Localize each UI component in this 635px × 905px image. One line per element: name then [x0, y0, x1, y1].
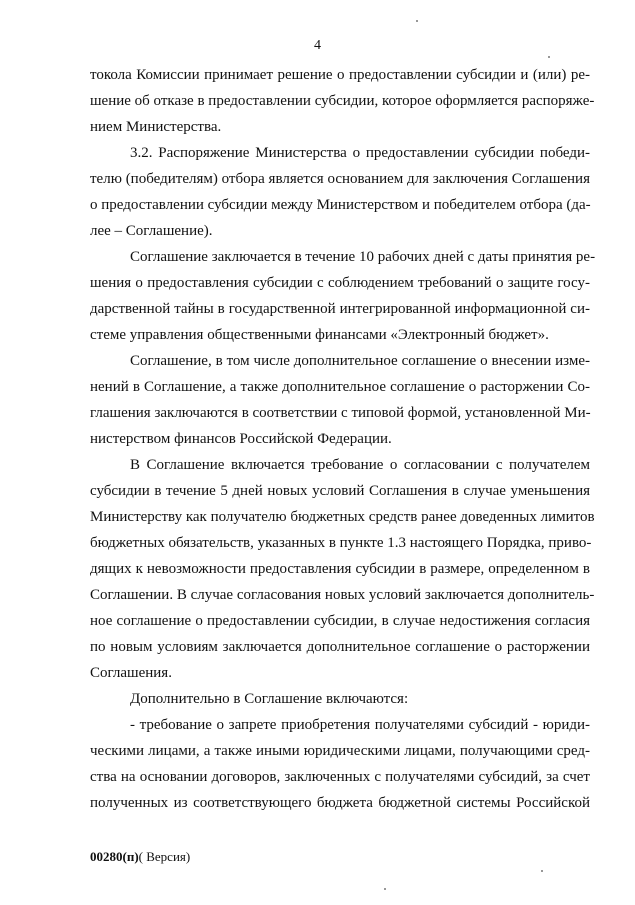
document-code: 00280(п) [90, 849, 139, 864]
page-number: 4 [314, 38, 321, 53]
text-line: 3.2. Распоряжение Министерства о предоставлении субсидии победи- [130, 145, 590, 161]
scan-speck [541, 870, 543, 872]
text-line: дящих к невозможности предоставления субсидии в размере, определенном в [90, 561, 590, 577]
text-line: стеме управления общественными финансами «Электронный бюджет». [90, 327, 549, 343]
text-line: - требование о запрете приобретения получателями субсидий - юриди- [130, 717, 590, 733]
text-line: полученных из соответствующего бюджета бюджетной системы Российской [90, 795, 590, 811]
text-line: нием Министерства. [90, 119, 222, 135]
text-line: Дополнительно в Соглашение включаются: [130, 691, 409, 707]
text-line: глашения заключаются в соответствии с типовой формой, установленной Ми- [90, 405, 591, 421]
scan-speck [384, 888, 386, 890]
text-line: токола Комиссии принимает решение о предоставлении субсидии и (или) ре- [90, 67, 590, 83]
scan-speck [548, 56, 550, 58]
text-line: по новым условиям заключается дополнительное соглашение о расторжении [90, 639, 590, 655]
text-line: ное соглашение о предоставлении субсидии, в случае недостижения согласия [90, 613, 590, 629]
text-line: Соглашение заключается в течение 10 рабочих дней с даты принятия ре- [130, 249, 596, 265]
scan-speck [416, 20, 418, 22]
text-line: Соглашения. [90, 665, 172, 681]
text-line: В Соглашение включается требование о согласовании с получателем [130, 457, 590, 473]
text-line: Соглашении. В случае согласования новых условий заключается дополнитель- [90, 587, 595, 603]
text-line: нений в Соглашение, а также дополнительное соглашение о расторжении Со- [90, 379, 590, 395]
text-line: дарственной тайны в государственной интегрированной информационной си- [90, 301, 590, 317]
text-line: Министерству как получателю бюджетных средств ранее доведенных лимитов [90, 509, 595, 525]
text-line: шения о предоставления субсидии с соблюдением требований о защите госу- [90, 275, 590, 291]
text-line: лее – Соглашение). [90, 223, 213, 239]
text-line: телю (победителям) отбора является основанием для заключения Соглашения [90, 171, 590, 187]
text-line: ческими лицами, а также иными юридическими лицами, получающими сред- [90, 743, 590, 759]
text-line: шение об отказе в предоставлении субсидии, которое оформляется распоряже- [90, 93, 595, 109]
document-version-label: ( Версия) [138, 849, 191, 864]
text-line: бюджетных обязательств, указанных в пункте 1.3 настоящего Порядка, приво- [90, 535, 592, 551]
document-version-footer [90, 849, 190, 865]
text-line: о предоставлении субсидии между Министерством и победителем отбора (да- [90, 197, 591, 213]
text-line: субсидии в течение 5 дней новых условий Соглашения в случае уменьшения [90, 483, 590, 499]
text-line: Соглашение, в том числе дополнительное соглашение о внесении изме- [130, 353, 590, 369]
text-line: нистерством финансов Российской Федерации. [90, 431, 392, 447]
text-line: ства на основании договоров, заключенных с получателями субсидий, за счет [90, 769, 590, 785]
